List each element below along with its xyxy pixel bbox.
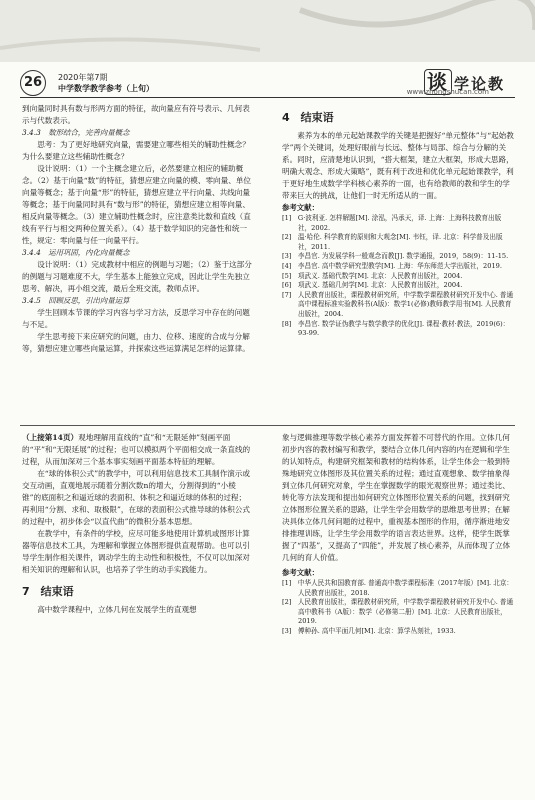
column-logo-mark: 谈 bbox=[424, 69, 452, 95]
paragraph: 学生思考接下来应研究的问题，由力、位移、速度的合成与分解等，猜想应建立哪些向量运算，并探索这些运算满足怎样的运算律。 bbox=[22, 332, 250, 353]
reference-item: [2] 人民教育出版社，课程教材研究所，中学数学课程教材研究开发中心. 普通高中教科书（A版）：数学（必修第二册）[M]. 北京：人民教育出版社，2019. bbox=[282, 598, 514, 626]
reference-item: [8] 李昌官. 数学证伪教学与数学教学的优化[J]. 课程·教材·教法，2019(6)：93-99. bbox=[282, 319, 510, 338]
paragraph: 学生回顾本节课的学习内容与学习方法，反思学习中存在的问题与不足。 bbox=[22, 308, 250, 329]
reference-item: [1] G·波利亚. 怎样解题[M]. 涂泓，冯承天，译. 上海：上海科技教育出版社，2002. bbox=[282, 214, 502, 232]
references-heading: 参考文献： bbox=[282, 203, 319, 212]
paragraph: 素养为本的单元起始课教学的关键是把握好“单元整体”与“起始教学”两个关键词，处理好眼前与长远、整体与局部、综合与分解的关系。同时，应清楚地认识到，“搭大框架，建立大框架，形成大思路，明确大观念、形成大策略”，既有利于改进和优化单元起始课教学，利于更好地生成数学学科核心素养的一面，也有给教师的教和学生的学带来巨大的挑战，让他们一时无所适从的一面。 bbox=[282, 131, 514, 200]
reference-item: [5] 项武义. 基础代数学[M]. 北京：人民教育出版社，2004. bbox=[282, 271, 463, 280]
paragraph: 思考：为了更好地研究向量，需要建立哪些相关的辅助性概念？为什么要建立这些辅助性概念？ bbox=[22, 140, 250, 161]
issue-label: 2020年第7期 bbox=[58, 73, 108, 82]
site-url: www.zhongshucan.com bbox=[406, 88, 489, 96]
subsection-heading: 3.4.3 数形结合，完善向量概念 bbox=[22, 128, 130, 137]
continuation-label: （上接第14页） bbox=[22, 433, 79, 442]
references-heading: 参考文献： bbox=[282, 568, 319, 577]
paragraph: 设计说明：（1）一个主概念建立后，必然要建立相应的辅助概念。（2）基于向量“数”的特征，猜想应建立向量的模、零向量、单位向量等概念；基于向量“形”的特征，猜想应建立平行向量、共线向量等概念；基于向量同时具有“数与形”的特征，猜想应建立相等向量、相反向量等概念。（3）建立辅助性概念时，应注意类比数和直线（直线有平行与相交两种位置关系）。（4）基于数学知识的完备性和统一性，规定：零向量与任一向量平行。 bbox=[22, 164, 252, 245]
paragraph: 在“球的体积公式”的教学中，可以利用信息技术工具制作演示或交互动画，直观地展示随着分割次数n的增大，分割得到的“小棱锥”的底面积之和逼近球的表面积、体积之和逼近球的体积的过程；再利用“分割、求和、取极限”，在球的表面积公式推导球的体积公式的过程中，初步体会“以直代曲”的微积分基本思想。 bbox=[22, 469, 250, 526]
section-heading-conclusion: 7 结束语 bbox=[22, 585, 74, 598]
paragraph: 在教学中，有条件的学校，应尽可能多地使用计算机或图形计算器等信息技术工具，为理解和掌握立体图形提供直观帮助。也可以引导学生制作相关课件，调动学生的主动性和积极性，不仅可以加深对相关知识的理解和认识，也培养了学生的动手实践能力。 bbox=[22, 529, 250, 574]
left-bottom-column bbox=[22, 432, 252, 616]
right-bottom-column bbox=[282, 432, 514, 637]
paragraph: 观地理解用直线的“直”和“无限延伸”刻画平面的“平”和“无限延展”的过程；也可以模拟两个平面相交成一条直线的过程，从而加深对三个基本事实刻画平面基本特征的理解。 bbox=[22, 433, 251, 466]
reference-item: [6] 项武义. 基础几何学[M]. 北京：人民教育出版社，2004. bbox=[282, 281, 463, 290]
reference-item: [4] 李昌官. 高中数学研究型教学[M]. 上海：华东师范大学出版社，2019. bbox=[282, 261, 502, 270]
reference-item: [1] 中华人民共和国教育部. 普通高中数学课程标准（2017年版）[M]. 北京：人民教育出版社，2018. bbox=[282, 579, 514, 597]
reference-item: [7] 人民教育出版社，课程教材研究所，中学数学课程教材研究开发中心. 普通高中课程标准实验教科书(A版)：数学1(必修)教师教学用书[M]. 人民教育出版社，2004. bbox=[282, 290, 514, 318]
header-rule bbox=[20, 97, 515, 98]
reference-item: [2] 温·哈伦. 科学教育的原则和大观念[M]. 韦钰，译. 北京：科学普及出版社，2011. bbox=[282, 233, 503, 251]
reference-list bbox=[282, 579, 514, 637]
reference-list bbox=[282, 214, 514, 339]
reference-item: [3] 傅种孙. 高中平面几何[M]. 北京：算学丛刻社，1933. bbox=[282, 626, 456, 635]
subsection-heading: 3.4.4 运用巩固，内化向量概念 bbox=[22, 248, 130, 257]
column-logo-text: 学论教 bbox=[453, 75, 505, 93]
header-decoration bbox=[0, 0, 535, 62]
left-top-column bbox=[22, 103, 252, 355]
article-divider bbox=[20, 425, 515, 426]
right-top-column bbox=[282, 108, 514, 339]
paragraph: 高中数学课程中，立体几何在发展学生的直观想 bbox=[37, 605, 197, 614]
page-number: 26 bbox=[20, 70, 46, 96]
paragraph: 设计说明：（1）完成教材中相应的例题与习题；（2）鉴于这部分的例题与习题难度不大，学生基本上能独立完成，因此让学生先独立思考、解决，再小组交流，最后全班交流，教师点评。 bbox=[22, 260, 252, 293]
journal-title: 中学数学教学参考（上旬） bbox=[58, 84, 154, 93]
paragraph: 到向量同时具有数与形两方面的特征，故向量应有符号表示、几何表示与代数表示。 bbox=[22, 104, 250, 125]
paragraph: 象与逻辑推理等数学核心素养方面发挥着不可替代的作用。立体几何初步内容的教材编写和教学，要结合立体几何内容的内在逻辑和学生的认知特点，构建研究框架和教材的结构体系，让学生体会一般到特殊地研究立体图形及其位置关系的过程；通过直观想象、数学抽象得到立体几何研究对象，学生在掌握数学的眼光观察世界；通过类比、转化等方法发现和提出如何研究立体图形位置关系的问题，找到研究立体图形位置关系的思路，让学生学会用数学的思维思考世界；在解决具体立体几何问题的过程中，重视基本图形的作用，循序渐进地安排推理训练，让学生学会用数学的语言表达世界。这样，使学生既掌握了“四基”，又提高了“四能”，并发展了核心素养，从而体现了立体几何的育人价值。 bbox=[282, 433, 511, 562]
subsection-heading: 3.4.5 回顾反思，引出向量运算 bbox=[22, 296, 130, 305]
section-heading-conclusion: 4 结束语 bbox=[282, 111, 334, 124]
reference-item: [3] 李昌官. 为发展学科一般观念而教[J]. 数学通报，2019，58(9)：11-15. bbox=[282, 252, 509, 261]
